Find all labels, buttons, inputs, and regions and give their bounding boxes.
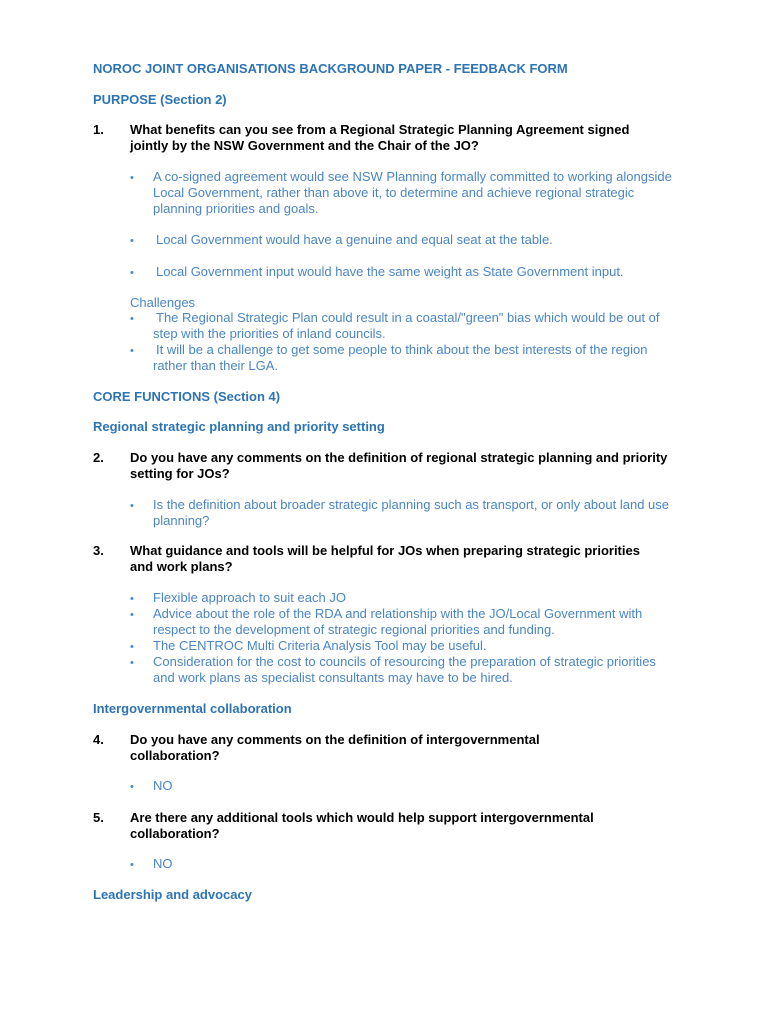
question-5-answer-1: NO [153, 856, 173, 871]
bullet-icon: • [130, 609, 134, 621]
question-1-answer-3: Local Government input would have the same weight as State Government input. [156, 264, 624, 279]
question-4-answer-1: NO [153, 778, 173, 793]
subheading-leadership: Leadership and advocacy [93, 887, 252, 902]
bullet-icon: • [130, 235, 134, 247]
form-title: NOROC JOINT ORGANISATIONS BACKGROUND PAPER - FEEDBACK FORM [93, 61, 568, 76]
question-5-text: Are there any additional tools which would help support intergovernmental collaboration? [130, 810, 594, 841]
question-1-text: What benefits can you see from a Regional Strategic Planning Agreement signed jointly by the NSW Government and the Chair of the JO? [130, 122, 630, 153]
challenge-1-text: The Regional Strategic Plan could result in a coastal/"green" bias which would be out of step with the priorities of inland councils. [153, 310, 660, 341]
question-1-answer-2: Local Government would have a genuine and equal seat at the table. [156, 232, 553, 247]
question-1-number: 1. [93, 122, 104, 137]
question-3-text: What guidance and tools will be helpful for JOs when preparing strategic priorities and work plans? [130, 543, 640, 574]
bullet-icon: • [130, 859, 134, 871]
bullet-icon: • [130, 267, 134, 279]
question-5-number: 5. [93, 810, 104, 825]
core-functions-heading: CORE FUNCTIONS (Section 4) [93, 389, 281, 404]
question-4-number: 4. [93, 732, 104, 747]
subheading-regional-planning: Regional strategic planning and priority setting [93, 419, 385, 434]
bullet-icon: • [130, 345, 134, 357]
question-2-answer-1: Is the definition about broader strategic planning such as transport, or only about land use planning? [153, 497, 669, 528]
challenge-1 [153, 310, 683, 342]
bullet-icon: • [130, 781, 134, 793]
challenge-2-text: It will be a challenge to get some people to think about the best interests of the region rather than their LGA. [153, 342, 648, 373]
purpose-heading: PURPOSE (Section 2) [93, 92, 227, 107]
question-1-answer-1: A co-signed agreement would see NSW Planning formally committed to working alongside Local Government, rather than above it, to determine and achieve regional strategic planning priorities and goals. [153, 169, 672, 216]
question-4-text: Do you have any comments on the definition of intergovernmental collaboration? [130, 732, 540, 763]
question-3-number: 3. [93, 543, 104, 558]
challenges-label: Challenges [130, 295, 196, 310]
bullet-icon: • [130, 593, 134, 605]
question-3-answer-4: Consideration for the cost to councils of resourcing the preparation of strategic priorities and work plans as specialist consultants may have to be hired. [153, 654, 656, 685]
bullet-icon: • [130, 172, 134, 184]
question-2-number: 2. [93, 450, 104, 465]
bullet-icon: • [130, 500, 134, 512]
bullet-icon: • [130, 657, 134, 669]
subheading-intergovernmental: Intergovernmental collaboration [93, 701, 292, 716]
question-3-answer-1: Flexible approach to suit each JO [153, 590, 346, 605]
bullet-icon: • [130, 641, 134, 653]
question-3-answer-2: Advice about the role of the RDA and relationship with the JO/Local Government with respect to the development of strategic regional priorities and funding. [153, 606, 643, 637]
challenge-2 [153, 342, 683, 374]
bullet-icon: • [130, 313, 134, 325]
question-3-answer-3: The CENTROC Multi Criteria Analysis Tool may be useful. [153, 638, 487, 653]
question-2-text: Do you have any comments on the definition of regional strategic planning and priority setting for JOs? [130, 450, 668, 481]
